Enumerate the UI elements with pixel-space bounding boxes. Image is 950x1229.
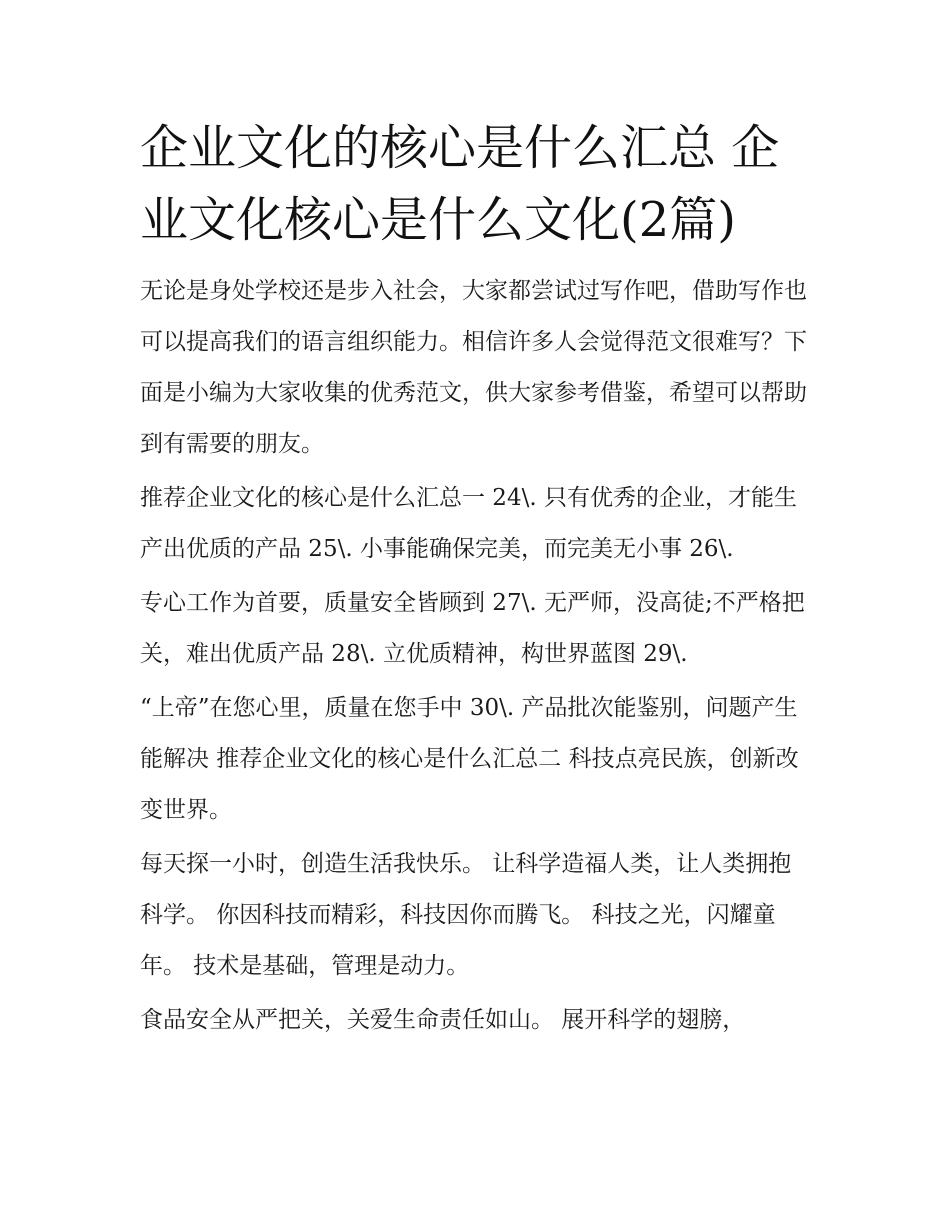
paragraph: 推荐企业文化的核心是什么汇总一 24\. 只有优秀的企业，才能生产出优质的产品 25\. 小事能确保完美，而完美无小事 26\. [140,485,797,562]
paragraph: 每天探一小时，创造生活我快乐。 让科学造福人类，让人类拥抱科学。 你因科技而精彩，科技因你而腾飞。 科技之光，闪耀童年。 技术是基础，管理是动力。 [140,851,792,979]
paragraph-list [140,266,812,1046]
document-title: 企业文化的核心是什么汇总 企业文化核心是什么文化(2篇) [140,120,780,248]
paragraph-intro: 无论是身处学校还是步入社会，大家都尝试过写作吧，借助写作也可以提高我们的语言组织能力。相信许多人会觉得范文很难写？下面是小编为大家收集的优秀范文，供大家参考借鉴，希望可以帮助到有需要的朋友。 [140,278,807,457]
paragraph: 食品安全从严把关，关爱生命责任如山。 展开科学的翅膀， [140,1007,746,1033]
paragraph: “上帝”在您心里，质量在您手中 30\. 产品批次能鉴别，问题产生能解决 推荐企业文化的核心是什么汇总二 科技点亮民族，创新改变世界。 [140,695,799,823]
document-body [140,112,812,1049]
paragraph: 专心工作为首要，质量安全皆顾到 27\. 无严师，没高徒;不严格把关，难出优质产品 28\. 立优质精神，构世界蓝图 29\. [140,590,805,667]
